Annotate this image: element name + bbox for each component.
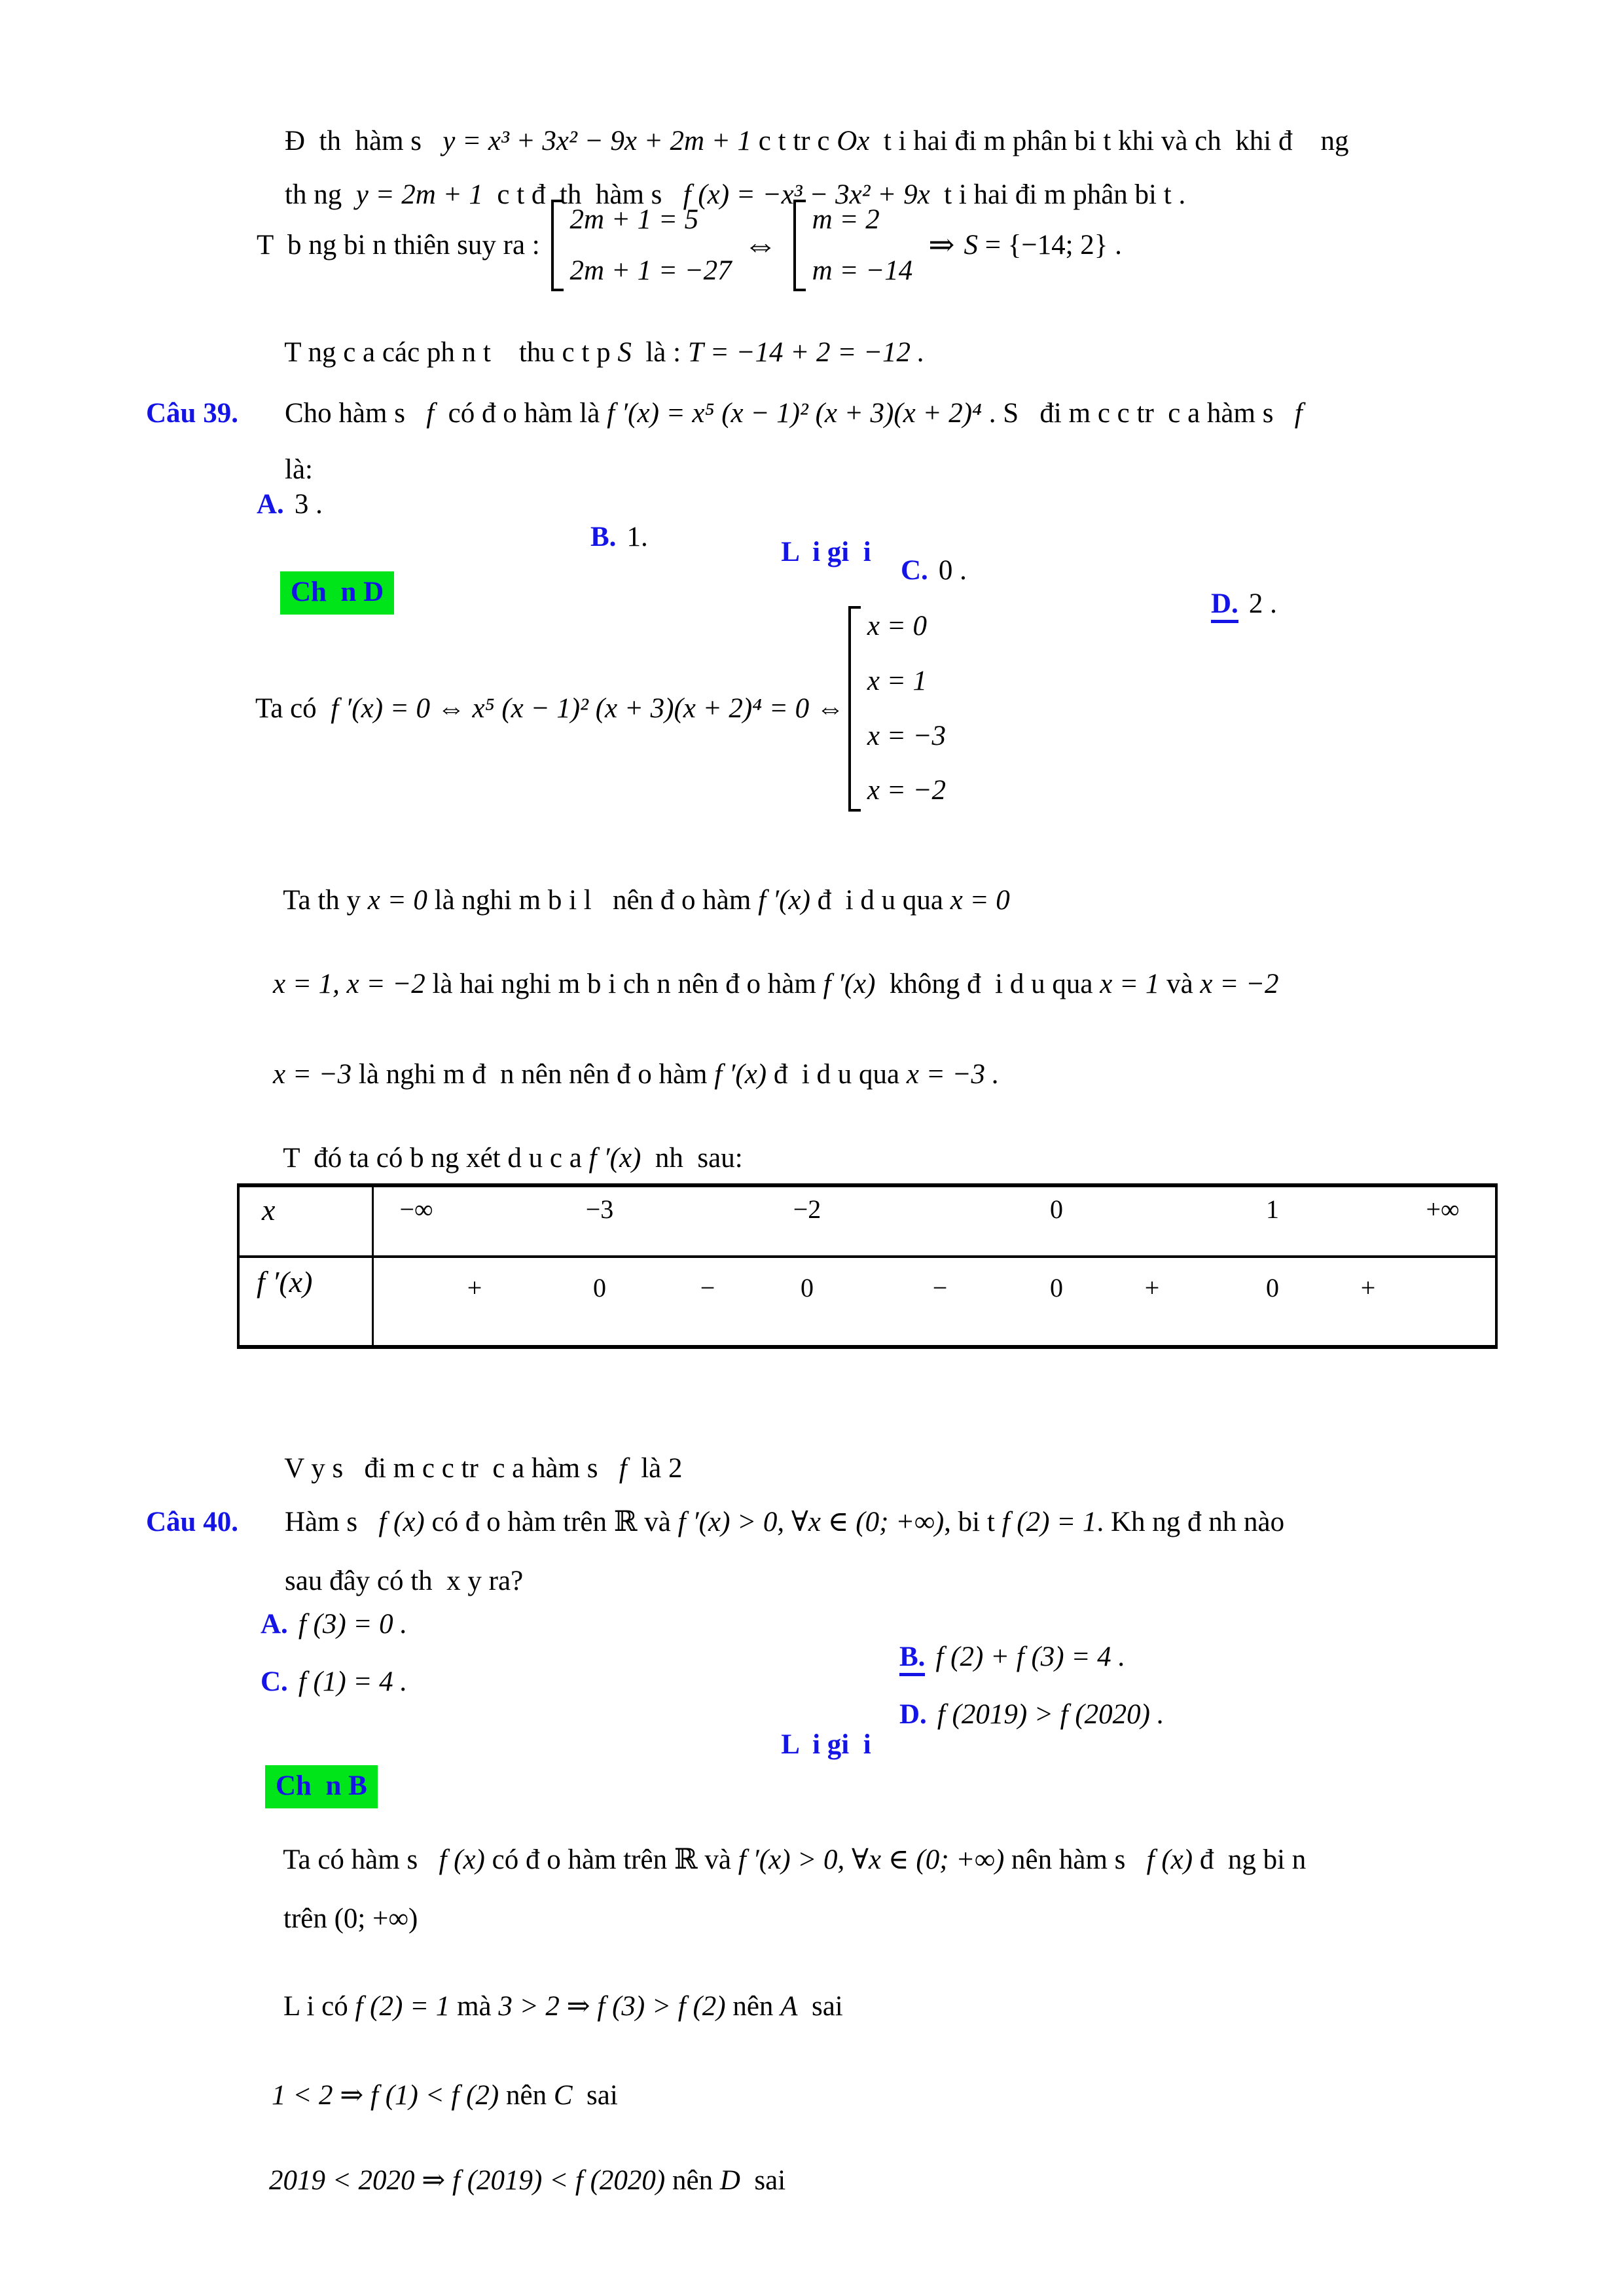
text-run: và xyxy=(1159,968,1200,999)
text-run: Ta th y xyxy=(283,884,368,916)
sign-value: 0 xyxy=(801,1273,814,1302)
text-run: sau đây có th x y ra? xyxy=(285,1565,524,1596)
text-run: nên xyxy=(499,2079,554,2111)
x-value: 0 xyxy=(1050,1194,1063,1224)
text-run: trên xyxy=(283,1903,334,1934)
option-value: 1. xyxy=(626,522,648,553)
math-run: x = 0 xyxy=(367,884,427,916)
sign-value: 0 xyxy=(1266,1273,1279,1302)
text-run: t i hai đi m phân bi t . xyxy=(929,179,1186,210)
math-run: x = 1 xyxy=(867,665,928,696)
iff-arrow: ⇔ xyxy=(743,226,778,264)
case-system-2 xyxy=(789,200,913,291)
math-run: f ′(x) > 0, ∀x ∈ (0; +∞) xyxy=(738,1844,1005,1875)
math-run: f (x) xyxy=(1146,1844,1193,1875)
deduction-line xyxy=(257,200,1122,291)
sign-value: + xyxy=(1144,1273,1160,1302)
text-run: là nghi m b i l nên đ o hàm xyxy=(427,884,759,916)
q39-solution-heading xyxy=(0,503,1624,602)
math-run: (0; +∞) xyxy=(334,1903,418,1934)
math-run: f (x) = −x³ − 3x² + 9x xyxy=(683,179,930,210)
q40-solution-5 xyxy=(241,2131,785,2231)
sign-value: − xyxy=(700,1273,715,1302)
math-run: f ′(x) = x⁵ (x − 1)² (x + 3)(x + 2)⁴ xyxy=(607,397,983,429)
left-square-bracket xyxy=(551,200,564,291)
sign-table xyxy=(237,1183,1498,1349)
math-run: f (2) = 1 xyxy=(1001,1506,1097,1537)
text-run: là 2 xyxy=(626,1452,683,1484)
math-run: f ′(x) xyxy=(823,968,876,999)
text-run: có đ o hàm là xyxy=(434,397,607,429)
text-run: . S đi m c c tr c a hàm s xyxy=(982,397,1295,429)
math-run: f ′(x) xyxy=(588,1142,641,1174)
option-value: f (1) = 4 . xyxy=(298,1666,408,1697)
reals-symbol: ℝ xyxy=(674,1844,698,1875)
q39-explanation-2 xyxy=(245,935,1279,1034)
math-run: S xyxy=(617,336,632,368)
q40-solution-3 xyxy=(255,1957,843,2056)
x-value: −∞ xyxy=(399,1194,433,1224)
option-label-chosen: D. xyxy=(1211,588,1238,623)
math-run: Ox xyxy=(837,125,870,156)
math-run: 3 > 2 ⇒ f (3) > f (2) xyxy=(498,1990,726,2022)
text-run: và xyxy=(697,1844,738,1875)
math-run: f xyxy=(619,1452,627,1484)
math-run: x = −3 xyxy=(867,720,947,751)
math-run: C xyxy=(553,2079,573,2111)
math-run: y = 2m + 1 xyxy=(355,179,483,210)
text-run: V y s đi m c c tr c a hàm s xyxy=(284,1452,619,1484)
math-run: D xyxy=(719,2164,740,2196)
math-run: S xyxy=(964,229,978,260)
option-label-chosen: B. xyxy=(899,1641,925,1676)
x-value: 1 xyxy=(1266,1194,1279,1224)
text-run: Đ th hàm s xyxy=(285,125,443,156)
text-run: và xyxy=(637,1506,678,1537)
math-run: f ′(x) xyxy=(758,884,810,916)
math-run: f (x) xyxy=(439,1844,485,1875)
math-run: f ′(x) > 0, ∀x ∈ (0; +∞) xyxy=(677,1506,945,1537)
text-run: đ i d u qua xyxy=(767,1058,907,1090)
text-run: t i hai đi m phân bi t khi và ch khi đ ng xyxy=(869,125,1349,156)
text-run: Cho hàm s xyxy=(285,397,427,429)
math-run: m = 2 xyxy=(812,204,880,235)
option-value: f (2) + f (3) = 4 . xyxy=(935,1641,1126,1673)
sign-value: + xyxy=(467,1273,482,1302)
math-run: T = −14 + 2 = −12 . xyxy=(687,336,925,368)
text-run: nên hàm s xyxy=(1004,1844,1147,1875)
text-run: Ta có hàm s xyxy=(283,1844,439,1875)
table-var-label: x xyxy=(262,1193,276,1227)
text-run: T đó ta có b ng xét d u c a xyxy=(283,1142,589,1174)
reals-symbol: ℝ xyxy=(613,1506,638,1537)
text-run: mà xyxy=(450,1990,499,2022)
math-run: x = 1, x = −2 xyxy=(273,968,425,999)
math-run: x = −3 xyxy=(273,1058,352,1090)
text-run: L i có xyxy=(283,1990,355,2022)
equation-stack xyxy=(570,200,732,291)
math-run: f (2) = 1 xyxy=(355,1990,450,2022)
table-func-label: f ′(x) xyxy=(257,1265,313,1299)
q39-derivation-line xyxy=(255,611,947,806)
text-run: Hàm s xyxy=(285,1506,379,1537)
text-run: là hai nghi m b i ch n nên đ o hàm xyxy=(425,968,823,999)
math-run: x = 0 xyxy=(867,611,928,642)
text-run: sai xyxy=(572,2079,618,2111)
option-label: A. xyxy=(257,488,284,520)
math-run: f ′(x) xyxy=(714,1058,767,1090)
equation-stack xyxy=(812,200,913,291)
text-run: là nghi m đ n nên nên đ o hàm xyxy=(352,1058,715,1090)
text-run: là: xyxy=(285,454,313,485)
option-value: f (2019) > f (2020) . xyxy=(937,1699,1164,1731)
math-run: f xyxy=(426,397,435,429)
text-run: không đ i d u qua xyxy=(875,968,1100,999)
sign-value: + xyxy=(1360,1273,1376,1302)
option-label: B. xyxy=(590,522,617,553)
text-run: c t tr c xyxy=(751,125,837,156)
math-run: x = −2 xyxy=(867,775,947,806)
x-value: +∞ xyxy=(1426,1194,1460,1224)
math-run: f xyxy=(1294,397,1303,429)
text-run: nên xyxy=(665,2164,720,2196)
math-run: x = 1 xyxy=(1100,968,1160,999)
table-x-values-cell xyxy=(374,1187,1495,1255)
question-39-stem xyxy=(257,364,1303,463)
left-square-bracket xyxy=(848,606,861,812)
math-run: x = −2 xyxy=(1200,968,1279,999)
option-label: C. xyxy=(901,555,928,586)
text-run: đ ng bi n xyxy=(1193,1844,1307,1875)
option-value: f (3) = 0 . xyxy=(298,1608,408,1640)
q40-option-c xyxy=(261,1666,407,1699)
text-run: nên xyxy=(725,1990,781,2022)
math-run: 2m + 1 = −27 xyxy=(569,255,732,286)
text-run: , bi t xyxy=(944,1506,1002,1537)
text-run: nh sau: xyxy=(641,1142,743,1174)
text-run: c t đ th hàm s xyxy=(482,179,683,210)
text-run: có đ o hàm trên xyxy=(484,1844,674,1875)
text-run: sai xyxy=(797,1990,843,2022)
text-run: là : xyxy=(631,336,688,368)
option-label: C. xyxy=(261,1666,288,1697)
question-40-number xyxy=(118,1473,238,1572)
roots-system xyxy=(844,606,946,812)
roots-stack xyxy=(867,606,946,812)
question-label: Câu 39. xyxy=(146,397,238,429)
text-run: T b ng bi n thiên suy ra : xyxy=(257,229,547,260)
option-label: D. xyxy=(899,1699,927,1731)
math-run: 2m + 1 = 5 xyxy=(569,204,699,235)
math-run: m = −14 xyxy=(812,255,913,286)
table-sign-values-cell xyxy=(374,1258,1495,1345)
option-value: 0 . xyxy=(938,555,967,586)
table-var-header-cell xyxy=(240,1187,374,1255)
text-run: T ng c a các ph n t thu c t p xyxy=(284,336,618,368)
table-x-row xyxy=(240,1187,1495,1258)
sign-value: − xyxy=(932,1273,948,1302)
case-system-1 xyxy=(547,200,732,291)
table-sign-row xyxy=(240,1258,1495,1345)
x-value: −2 xyxy=(793,1194,821,1224)
left-square-bracket xyxy=(793,200,806,291)
math-run: f ′(x) = 0 ⇔ x⁵ (x − 1)² (x + 3)(x + 2)⁴ = 0 ⇔ xyxy=(331,692,844,724)
text-run: sai xyxy=(740,2164,786,2196)
heading-text: L i gi i xyxy=(781,1729,871,1760)
text-run: Ta có xyxy=(255,692,331,724)
math-run: 2019 < 2020 ⇒ f (2019) < f (2020) xyxy=(269,2164,666,2196)
implies-arrow: ⇒ xyxy=(928,227,955,262)
q40-solution-2 xyxy=(255,1869,418,1969)
option-value: 2 . xyxy=(1248,588,1277,619)
table-func-header-cell xyxy=(240,1258,374,1345)
heading-text: L i gi i xyxy=(781,536,871,567)
math-run: f (x) xyxy=(378,1506,425,1537)
option-label: A. xyxy=(261,1608,288,1640)
text-run: . Kh ng đ nh nào xyxy=(1096,1506,1285,1537)
sign-value: 0 xyxy=(593,1273,606,1302)
math-run: 1 < 2 ⇒ f (1) < f (2) xyxy=(272,2079,499,2111)
math-run: x = 0 xyxy=(950,884,1010,916)
highlighted-choice: Ch n B xyxy=(265,1765,378,1809)
math-run: A xyxy=(780,1990,798,2022)
text-run: = {−14; 2} . xyxy=(977,229,1122,260)
text-run: đ i d u qua xyxy=(810,884,950,916)
sign-value: 0 xyxy=(1050,1273,1063,1302)
question-39-number xyxy=(118,364,238,463)
math-run: y = x³ + 3x² − 9x + 2m + 1 xyxy=(442,125,752,156)
option-value: 3 . xyxy=(294,488,323,520)
x-value: −3 xyxy=(585,1194,614,1224)
highlighted-choice: Ch n D xyxy=(280,571,394,615)
text-run: th ng xyxy=(285,179,356,210)
text-run: có đ o hàm trên xyxy=(424,1506,614,1537)
math-run: x = −3 . xyxy=(906,1058,1000,1090)
question-label: Câu 40. xyxy=(146,1506,238,1537)
